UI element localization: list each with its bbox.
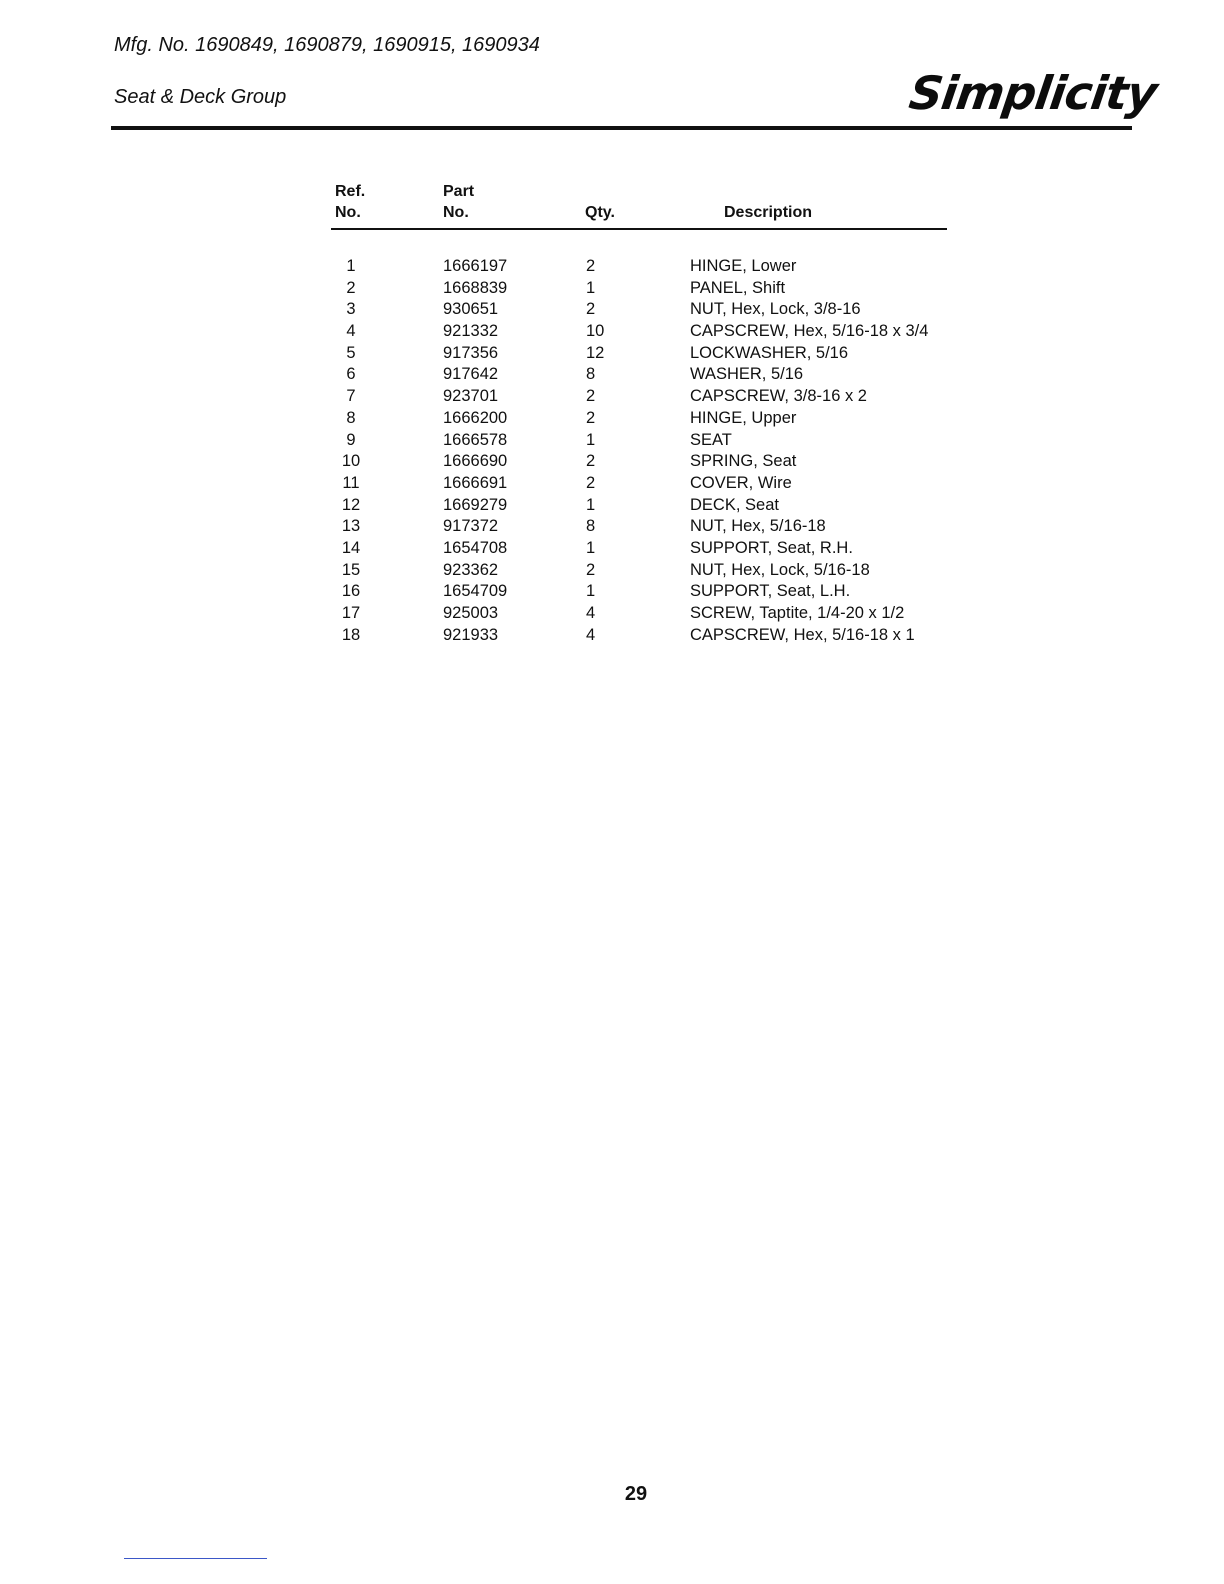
ref-number: 15 [341,560,361,579]
table-row [331,256,971,278]
table-row [331,278,971,300]
table-row [331,625,971,647]
section-title: Seat & Deck Group [114,86,287,108]
description: SEAT [690,430,732,449]
description: NUT, Hex, Lock, 5/16-18 [690,560,870,579]
header-part-label: Part [443,183,475,200]
header-ref-no-label: No. [335,204,361,221]
quantity: 2 [586,387,596,406]
part-number: 1666200 [443,408,508,427]
quantity: 2 [586,560,596,579]
part-number: 1654709 [443,582,508,601]
part-number: 1666691 [443,473,508,492]
header-ref-label: Ref. [335,183,366,200]
ref-number: 10 [341,452,361,471]
quantity: 1 [586,582,596,601]
table-row [331,364,971,386]
ref-number: 8 [346,408,356,427]
ref-number: 1 [346,257,356,275]
header-rule [111,126,1132,130]
description: HINGE, Lower [690,257,797,275]
description: COVER, Wire [690,473,792,492]
quantity: 8 [586,517,596,536]
table-row [331,538,971,560]
mfg-numbers: Mfg. No. 1690849, 1690879, 1690915, 1690934 [114,34,540,56]
part-number: 917642 [443,365,499,384]
description: CAPSCREW, 3/8-16 x 2 [690,387,867,406]
description: SUPPORT, Seat, L.H. [690,582,851,601]
part-number: 923362 [443,560,499,579]
quantity: 8 [586,365,596,384]
table-row [331,430,971,452]
part-number: 917356 [443,343,499,362]
part-number: 1669279 [443,495,508,514]
description: PANEL, Shift [690,278,786,297]
table-row [331,516,971,538]
header-qty-label: Qty. [585,204,615,221]
brand-logo: Simplicity [906,66,1160,120]
ref-number: 7 [346,387,356,406]
parts-table-body [331,256,971,646]
description: NUT, Hex, 5/16-18 [690,517,826,536]
quantity: 4 [586,604,596,622]
table-row [331,473,971,495]
quantity: 1 [586,430,596,449]
description: NUT, Hex, Lock, 3/8-16 [690,300,861,319]
footer-line [124,1558,267,1559]
part-number: 925003 [443,604,499,622]
table-header-rule [331,228,947,230]
table-row [331,560,971,582]
table-row [331,581,971,603]
quantity: 2 [586,452,596,471]
part-number: 921933 [443,625,499,644]
description: DECK, Seat [690,495,779,514]
description: LOCKWASHER, 5/16 [690,343,849,362]
header-description-label: Description [724,204,813,221]
ref-number: 16 [341,582,361,601]
part-number: 1666578 [443,430,508,449]
part-number: 1666690 [443,452,508,471]
description: WASHER, 5/16 [690,365,804,384]
table-row [331,343,971,365]
ref-number: 2 [346,278,356,297]
ref-number: 18 [341,625,361,644]
header-part-no-label: No. [443,204,469,221]
ref-number: 3 [346,300,356,319]
parts-table-header [331,181,947,229]
part-number: 921332 [443,322,499,341]
table-row [331,321,971,343]
ref-number: 6 [346,365,356,384]
quantity: 4 [586,625,596,644]
table-row [331,386,971,408]
page-number: 29 [624,1483,648,1505]
description: CAPSCREW, Hex, 5/16-18 x 3/4 [690,322,929,341]
description: HINGE, Upper [690,408,797,427]
quantity: 2 [586,408,596,427]
ref-number: 5 [346,343,356,362]
table-row [331,408,971,430]
ref-number: 4 [346,322,356,341]
part-number: 917372 [443,517,499,536]
ref-number: 11 [342,473,360,492]
part-number: 1666197 [443,257,508,275]
part-number: 923701 [443,387,499,406]
table-row [331,495,971,517]
description: SPRING, Seat [690,452,797,471]
description: SCREW, Taptite, 1/4-20 x 1/2 [690,604,905,622]
description: CAPSCREW, Hex, 5/16-18 x 1 [690,625,915,644]
table-row [331,603,971,625]
ref-number: 17 [341,604,361,622]
table-row [331,299,971,321]
ref-number: 9 [346,430,356,449]
table-row [331,451,971,473]
ref-number: 13 [341,517,361,536]
part-number: 930651 [443,300,499,319]
part-number: 1654708 [443,538,508,557]
quantity: 1 [586,538,596,557]
quantity: 2 [586,257,596,275]
ref-number: 14 [341,538,361,557]
description: SUPPORT, Seat, R.H. [690,538,853,557]
part-number: 1668839 [443,278,508,297]
quantity: 1 [586,495,596,514]
quantity: 2 [586,473,596,492]
quantity: 12 [586,343,605,362]
quantity: 1 [586,278,596,297]
quantity: 10 [586,322,605,341]
quantity: 2 [586,300,596,319]
ref-number: 12 [341,495,361,514]
